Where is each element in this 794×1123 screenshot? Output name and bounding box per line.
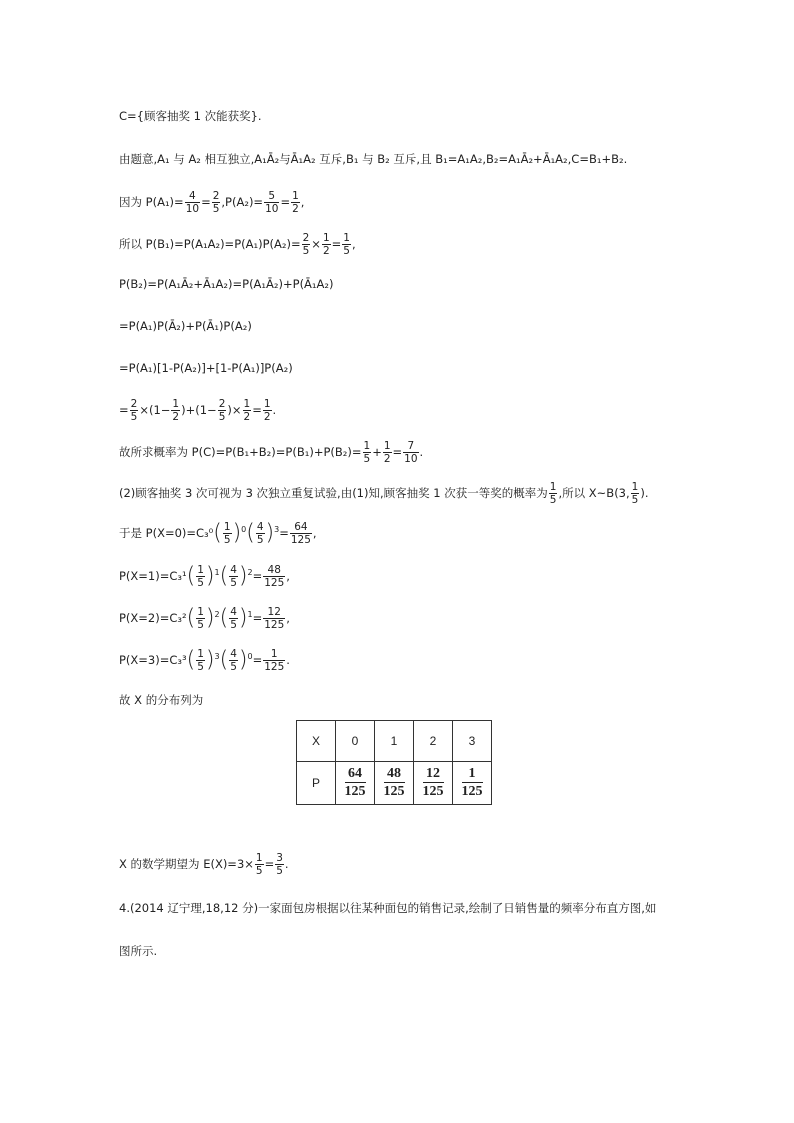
text-segment: , [351, 237, 356, 251]
table-header-x: X [297, 721, 336, 762]
fraction [229, 564, 238, 589]
denominator: 5 [223, 533, 231, 546]
fraction [218, 398, 227, 423]
numerator: 2 [130, 398, 138, 410]
numerator: 5 [264, 190, 279, 203]
fraction [342, 232, 351, 257]
numerator: 12 [263, 606, 285, 619]
fraction [263, 398, 272, 423]
text-segment: = [119, 403, 129, 417]
denominator: 125 [344, 783, 366, 799]
denominator: 10 [265, 203, 279, 215]
denominator: 125 [264, 576, 285, 589]
numerator: 1 [197, 647, 204, 660]
denominator: 5 [276, 865, 283, 877]
fraction [383, 440, 392, 465]
distribution-table [296, 720, 492, 805]
fraction [255, 852, 264, 877]
exponent: 3 [274, 525, 280, 534]
text-segment: 于是 P(X=0)=C₃⁰ [119, 525, 214, 540]
text-line-expectation [119, 852, 289, 877]
numerator: 1 [549, 481, 557, 493]
numerator: 1 [631, 481, 639, 493]
denominator: 5 [197, 618, 204, 631]
denominator: 5 [343, 245, 350, 257]
text-segment: . [419, 445, 424, 459]
fraction [185, 190, 200, 215]
fraction [631, 481, 640, 506]
text-segment: (3, [614, 486, 630, 500]
denominator: 125 [264, 618, 285, 631]
text-line-pb2-step3 [119, 398, 276, 423]
denominator: 10 [404, 453, 418, 465]
denominator: 125 [383, 783, 405, 799]
text-line-independence: 由题意,A₁ 与 A₂ 相互独立,A₁Ā₂与Ā₁A₂ 互斥,B₁ 与 B₂ 互斥,且 B₁=A₁A₂,B₂=A₁Ā₂+Ā₁A₂,C=B₁+B₂. [119, 152, 628, 166]
table-cell: 1 [375, 721, 414, 762]
exponent: 3 [214, 652, 220, 661]
denominator: 5 [631, 494, 639, 506]
denominator: 2 [263, 411, 271, 423]
fraction [256, 521, 265, 546]
fraction [196, 648, 205, 673]
denominator: 5 [230, 660, 237, 673]
text-segment: )× [227, 403, 242, 417]
numerator: 1 [292, 190, 299, 202]
table-row [297, 762, 492, 805]
exponent: 0 [241, 525, 247, 534]
exponent: 0 [247, 652, 253, 661]
text-segment: , [300, 195, 305, 209]
text-segment: ,P(A₂)= [221, 195, 264, 209]
fraction [291, 190, 300, 215]
denominator: 5 [230, 618, 237, 631]
text-segment: × [311, 237, 321, 251]
denominator: 125 [461, 783, 483, 799]
denominator: 5 [212, 203, 220, 215]
text-segment: ). [640, 486, 649, 500]
text-line-px0: 于是 P(X=0)=C₃⁰( $\frac{1}{5}$ )$^0$( $\frac{4}{5}$ )$^3$= $\frac{64}{125}$ , [119, 520, 317, 546]
exponent: 2 [214, 610, 220, 619]
table-row [297, 721, 492, 762]
numerator: 3 [276, 852, 283, 864]
denominator: 5 [363, 453, 371, 465]
text-segment: = [252, 403, 262, 417]
fraction [196, 564, 205, 589]
fraction [345, 766, 366, 801]
numerator: 64 [290, 521, 312, 534]
numerator: 48 [263, 564, 285, 577]
fraction [243, 398, 252, 423]
table-cell: 2 [414, 721, 453, 762]
table-cell [453, 762, 492, 805]
fraction [462, 766, 483, 801]
text-segment: (1− [195, 403, 217, 417]
fraction [229, 648, 238, 673]
table-cell [414, 762, 453, 805]
text-line-pb1 [119, 232, 356, 257]
numerator: 48 [384, 766, 405, 783]
text-line-problem-4: 4.(2014 辽宁理,18,12 分)一家面包房根据以往某种面包的销售记录,绘制了日销售量的频率分布直方图,如 [119, 901, 657, 915]
numerator: 4 [230, 563, 237, 576]
numerator: 1 [263, 398, 271, 410]
exponent: 1 [247, 610, 253, 619]
denominator: 2 [383, 453, 391, 465]
table-header-p: P [297, 762, 336, 805]
text-segment: (2)顾客抽奖 3 次可视为 3 次独立重复试验,由(1)知,顾客抽奖 1 次获一等奖的概率为 [119, 486, 548, 500]
denominator: 5 [197, 660, 204, 673]
table-cell: 3 [453, 721, 492, 762]
numerator: 64 [345, 766, 366, 783]
text-line-part2 [119, 481, 649, 506]
text-line-event-c: C={顾客抽奖 1 次能获奖}. [119, 109, 262, 123]
numerator: 1 [172, 398, 180, 410]
numerator: 2 [302, 232, 310, 244]
text-line-distribution-intro: 故 X 的分布列为 [119, 693, 204, 707]
denominator: 5 [549, 494, 557, 506]
text-segment: = [201, 195, 211, 209]
denominator: 5 [130, 411, 138, 423]
numerator: 2 [218, 398, 226, 410]
fraction [423, 766, 444, 801]
denominator: 125 [264, 660, 285, 673]
denominator: 10 [185, 203, 200, 215]
fraction [130, 398, 139, 423]
numerator: 1 [255, 852, 263, 864]
text-segment: . [272, 403, 277, 417]
fraction [263, 606, 285, 631]
text-segment: (1− [148, 403, 171, 417]
numerator: 2 [212, 190, 220, 202]
fraction [322, 232, 331, 257]
table-cell [336, 762, 375, 805]
text-line-pc [119, 440, 423, 465]
numerator: 1 [197, 563, 204, 576]
text-line-problem-4-cont: 图所示. [119, 944, 158, 958]
text-segment: 所以 P(B₁)=P(A₁A₂)=P(A₁)P(A₂)= [119, 237, 301, 251]
denominator: 5 [197, 576, 204, 589]
text-segment: P(X=3)=C₃³ [119, 652, 187, 667]
text-segment: )+ [181, 403, 196, 417]
fraction [290, 521, 312, 546]
denominator: 5 [218, 411, 226, 423]
fraction [275, 852, 284, 877]
denominator: 2 [172, 411, 180, 423]
fraction [229, 606, 238, 631]
text-segment: . [284, 857, 289, 871]
fraction [302, 232, 311, 257]
text-segment: = [264, 857, 275, 871]
text-segment: × [139, 403, 149, 417]
text-line-px3: P(X=3)=C₃³( $\frac{1}{5}$ )$^3$( $\frac{4}{5}$ )$^0$= $\frac{1}{125}$ . [119, 647, 290, 673]
fraction [171, 398, 180, 423]
fraction [363, 440, 372, 465]
text-line-pa [119, 190, 304, 215]
numerator: 1 [363, 440, 371, 452]
fraction [196, 606, 205, 631]
text-segment: P(X=1)=C₃¹ [119, 568, 187, 583]
numerator: 1 [197, 605, 204, 618]
text-segment: = [392, 445, 403, 459]
fraction [263, 648, 285, 673]
exponent: 2 [247, 568, 253, 577]
text-line-pb2-step2: =P(A₁)[1-P(A₂)]+[1-P(A₁)]P(A₂) [119, 361, 293, 375]
numerator: 1 [223, 520, 231, 533]
denominator: 2 [292, 203, 299, 215]
numerator: 4 [256, 520, 264, 533]
denominator: 5 [256, 533, 264, 546]
fraction [403, 440, 418, 465]
text-line-px2: P(X=2)=C₃²( $\frac{1}{5}$ )$^2$( $\frac{4}{5}$ )$^1$= $\frac{12}{125}$ , [119, 605, 290, 631]
text-segment: + [372, 445, 382, 459]
fraction [223, 521, 232, 546]
numerator: 4 [230, 647, 237, 660]
fraction [263, 564, 285, 589]
numerator: 7 [403, 440, 418, 453]
numerator: 4 [230, 605, 237, 618]
denominator: 5 [230, 576, 237, 589]
fraction [264, 190, 279, 215]
fraction [549, 481, 558, 506]
text-segment: ,所以 X~B [558, 486, 615, 500]
text-segment: = [331, 237, 342, 251]
fraction [212, 190, 221, 215]
text-segment: 因为 P(A₁)= [119, 195, 184, 209]
text-segment: = [280, 195, 291, 209]
denominator: 125 [290, 533, 311, 546]
text-line-pb2-step1: =P(A₁)P(Ā₂)+P(Ā₁)P(A₂) [119, 319, 252, 333]
numerator: 1 [383, 440, 391, 452]
denominator: 2 [322, 245, 330, 257]
denominator: 5 [255, 865, 263, 877]
denominator: 125 [422, 783, 444, 799]
numerator: 4 [185, 190, 200, 203]
numerator: 12 [423, 766, 444, 783]
numerator: 1 [343, 232, 350, 244]
text-segment: 故所求概率为 P(C)=P(B₁+B₂)=P(B₁)+P(B₂)= [119, 445, 362, 459]
table-cell: 0 [336, 721, 375, 762]
fraction [384, 766, 405, 801]
numerator: 1 [263, 648, 285, 661]
text-line-px1: P(X=1)=C₃¹( $\frac{1}{5}$ )$^1$( $\frac{4}{5}$ )$^2$= $\frac{48}{125}$ , [119, 563, 290, 589]
text-segment: X 的数学期望为 E(X)=3× [119, 857, 254, 871]
denominator: 5 [302, 245, 310, 257]
numerator: 1 [322, 232, 330, 244]
exponent: 1 [214, 568, 220, 577]
numerator: 1 [243, 398, 251, 410]
denominator: 2 [243, 411, 251, 423]
numerator: 1 [462, 766, 483, 783]
text-segment: P(X=2)=C₃² [119, 610, 187, 625]
text-line-pb2: P(B₂)=P(A₁Ā₂+Ā₁A₂)=P(A₁Ā₂)+P(Ā₁A₂) [119, 277, 334, 291]
table-cell [375, 762, 414, 805]
